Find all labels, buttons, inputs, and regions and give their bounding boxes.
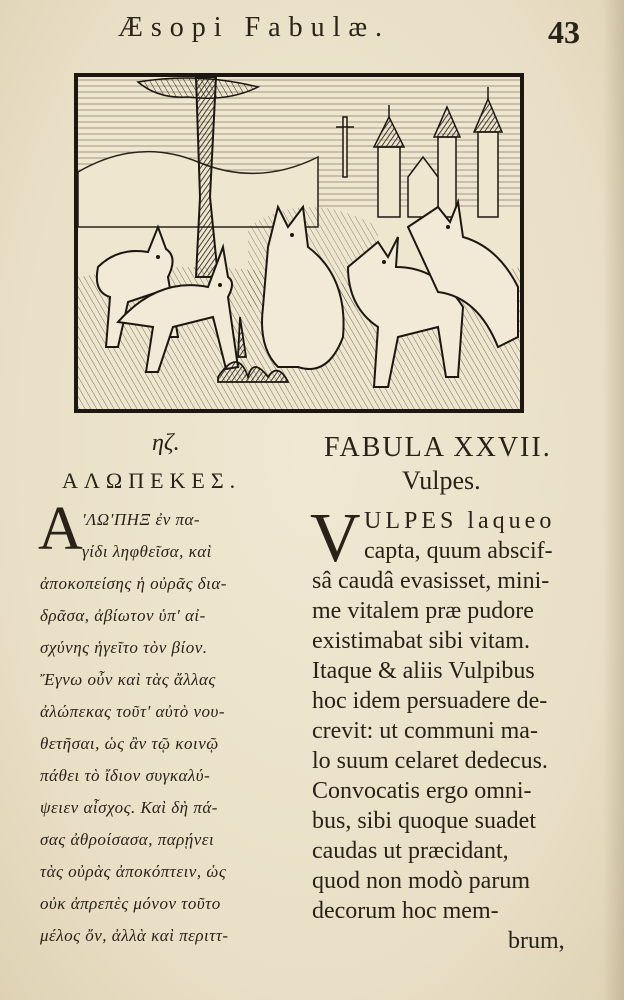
woodcut-illustration [74,73,524,413]
latin-line: lo suum celaret dedecus. [312,748,548,774]
latin-line: bus, sibi quoque suadet [312,808,536,834]
greek-title: ΑΛΩΠΕΚΕΣ. [62,468,242,493]
latin-line: brum, [508,928,565,954]
greek-line: πάθει τὸ ἴδιον συγκαλύ- [40,766,211,785]
latin-line: Convocatis ergo omni- [312,778,532,804]
greek-line: τὰς οὐρὰς ἀποκόπτειν, ὡς [40,862,227,881]
latin-line: hoc idem persuadere de- [312,688,548,714]
latin-fable-number: FABULA XXVII. [324,432,552,463]
greek-line: δρᾶσα, ἀβίωτον ὑπ' αἰ- [40,606,206,625]
page-gutter-shadow [602,0,624,1000]
latin-line: me vitalem præ pudore [312,598,534,624]
greek-drop-cap: Α [38,495,83,563]
greek-fable-number: ηζ. [152,430,180,456]
woodcut-foxes-image [78,77,520,409]
greek-line: οὐκ ἀπρεπὲς μόνον τοῦτο [40,894,221,913]
latin-line: capta, quum abscif- [364,538,553,564]
greek-line: ψειεν αἶσχος. Καὶ δὴ πά- [40,798,218,817]
greek-line: ἀποκοπείσης ἡ οὐρᾶς δια- [40,574,227,593]
greek-line: 'ΛΩ'ΠΗΞ ἐν πα- [82,510,201,529]
greek-line: σχύνης ἡγεῖτο τὸν βίον. [40,638,208,657]
greek-line: σας ἀθροίσασα, παρῄνει [40,830,215,849]
latin-line: ULPES laqueo [364,508,556,534]
running-title: Æsopi Fabulæ. [118,12,391,43]
latin-line: crevit: ut communi ma- [312,718,538,744]
latin-line: decorum hoc mem- [312,898,499,924]
latin-line: Itaque & aliis Vulpibus [312,658,535,684]
greek-line: γίδι ληφθεῖσα, καὶ [82,542,212,561]
latin-line: sâ caudâ evasisset, mini- [312,568,550,594]
greek-line: Ἔγνω οὖν καὶ τὰς ἄλλας [40,670,216,689]
latin-title: Vulpes. [402,466,481,495]
greek-line: θετῆσαι, ὡς ἂν τῷ κοινῷ [40,734,219,753]
latin-line: existimabat sibi vitam. [312,628,530,654]
greek-line: ἀλώπεκας τοῦτ' αὐτὸ νου- [40,702,226,721]
latin-line: caudas ut præcidant, [312,838,509,864]
page-number: 43 [548,14,580,50]
greek-line: μέλος ὄν, ἀλλὰ καὶ περιττ- [40,926,229,945]
latin-line: quod non modò parum [312,868,530,894]
latin-drop-cap: V [310,500,361,577]
